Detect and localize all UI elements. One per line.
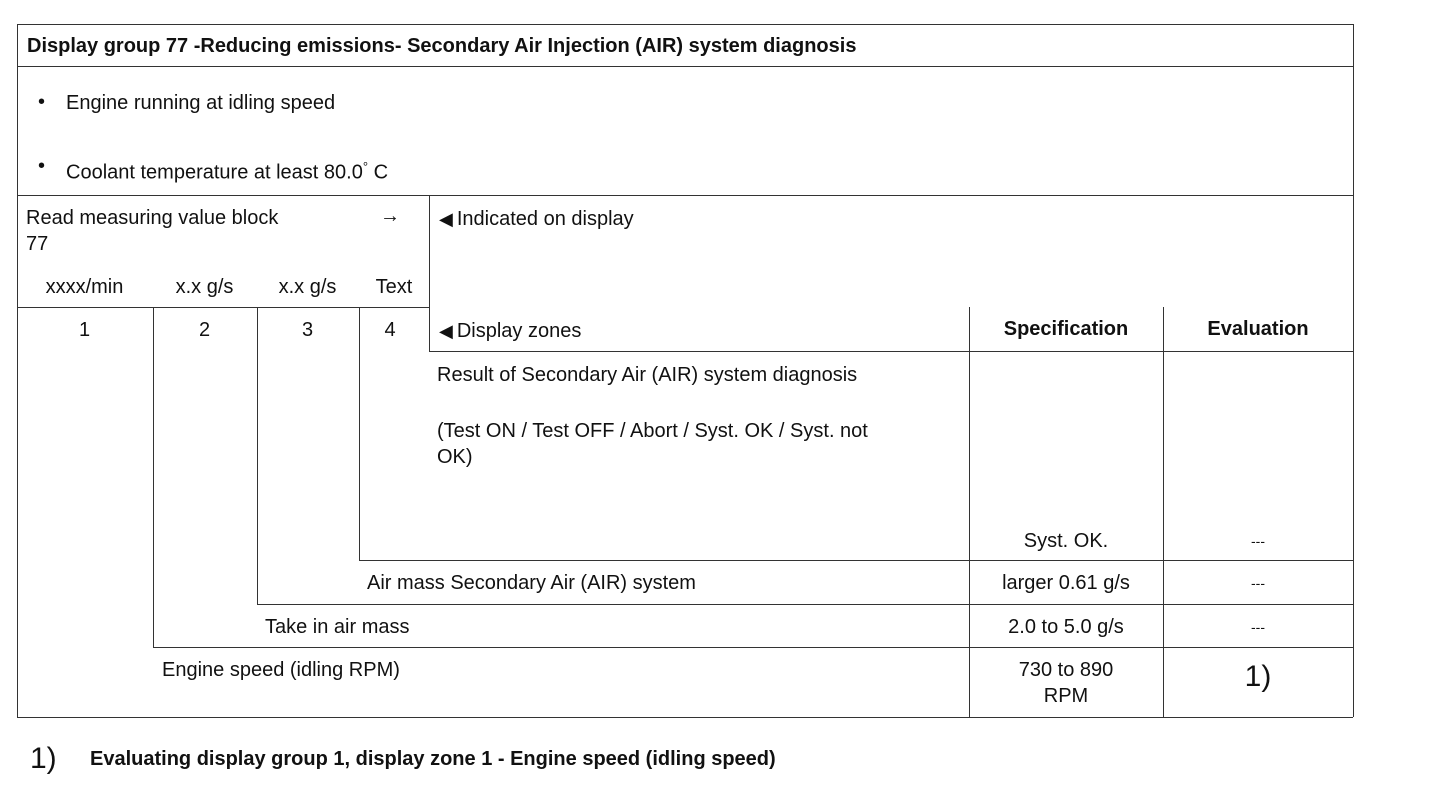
unit-zone-1: xxxx/min — [45, 276, 124, 298]
zone-4-row-divider — [359, 560, 1353, 561]
triangle-left-icon: ◀ — [439, 209, 453, 229]
evaluation-header: Evaluation — [1207, 318, 1309, 340]
read-block-number: 77 — [26, 233, 49, 255]
unit-zone-2: x.x g/s — [175, 276, 234, 298]
spec-column-divider — [969, 307, 970, 717]
bullet-2: • — [38, 155, 46, 177]
conditions-divider — [17, 195, 1353, 196]
read-block-label: Read measuring value block — [26, 207, 279, 229]
zone-4-description: Result of Secondary Air (AIR) system diagnosis — [437, 364, 858, 386]
unit-zone-3: x.x g/s — [278, 276, 337, 298]
footnote-marker: 1) — [30, 742, 57, 775]
condition-coolant-text: Coolant temperature at least 80.0 — [66, 161, 363, 184]
zone-4-options-line-1: (Test ON / Test OFF / Abort / Syst. OK / Syst. not — [437, 420, 868, 442]
degree-symbol: ° — [362, 159, 369, 174]
indicated-label: Indicated on display — [456, 208, 634, 230]
zone-2-evaluation: --- — [1251, 619, 1265, 635]
zone-number-1: 1 — [78, 319, 91, 341]
zone-1-specification-line-1: 730 to 890 — [1018, 659, 1114, 681]
condition-coolant-unit: C — [368, 161, 389, 184]
units-divider — [17, 307, 429, 308]
triangle-left-icon: ◀ — [439, 321, 453, 341]
zone-1-description: Engine speed (idling RPM) — [162, 659, 400, 681]
zone-2-specification: 2.0 to 5.0 g/s — [1008, 616, 1124, 638]
condition-coolant-temp — [66, 156, 388, 184]
zone-4-options-line-2: OK) — [437, 446, 473, 468]
zone-number-3: 3 — [301, 319, 314, 341]
title-divider — [17, 66, 1353, 67]
zone-2-bracket-line — [153, 307, 154, 647]
zone-3-specification: larger 0.61 g/s — [1002, 572, 1130, 594]
read-block-arrow: → — [380, 205, 400, 227]
zone-4-bracket-line — [359, 307, 360, 560]
read-block-divider — [429, 195, 430, 351]
display-zones-header — [439, 320, 581, 342]
page-title: Display group 77 -Reducing emissions- Secondary Air Injection (AIR) system diagnosis — [27, 35, 857, 57]
zone-3-bracket-line — [257, 307, 258, 604]
display-zones-label: Display zones — [456, 320, 582, 342]
zone-2-row-divider — [153, 647, 1353, 648]
table-top-border — [17, 24, 1353, 25]
zone-3-description: Air mass Secondary Air (AIR) system — [367, 572, 696, 594]
specification-header: Specification — [1003, 318, 1129, 340]
unit-zone-4: Text — [375, 276, 413, 298]
table-left-border — [17, 24, 18, 717]
table-right-border — [1353, 24, 1354, 717]
zone-2-description: Take in air mass — [265, 616, 410, 638]
zone-3-evaluation: --- — [1251, 575, 1265, 591]
zone-1-evaluation: 1) — [1244, 660, 1272, 693]
zone-1-specification-line-2: RPM — [1043, 685, 1089, 707]
zone-number-4: 4 — [384, 319, 396, 341]
zone-4-specification: Syst. OK. — [1023, 530, 1109, 552]
condition-engine-idle: Engine running at idling speed — [66, 92, 336, 114]
eval-column-divider — [1163, 307, 1164, 717]
bullet-1: • — [38, 91, 46, 113]
zone-3-row-divider — [257, 604, 1353, 605]
indicated-on-display — [439, 208, 634, 230]
table-bottom-border — [17, 717, 1353, 718]
header-divider — [429, 351, 1353, 352]
footnote-text: Evaluating display group 1, display zone 1 - Engine speed (idling speed) — [90, 748, 776, 770]
zone-4-evaluation: --- — [1251, 533, 1265, 549]
zone-number-2: 2 — [198, 319, 211, 341]
